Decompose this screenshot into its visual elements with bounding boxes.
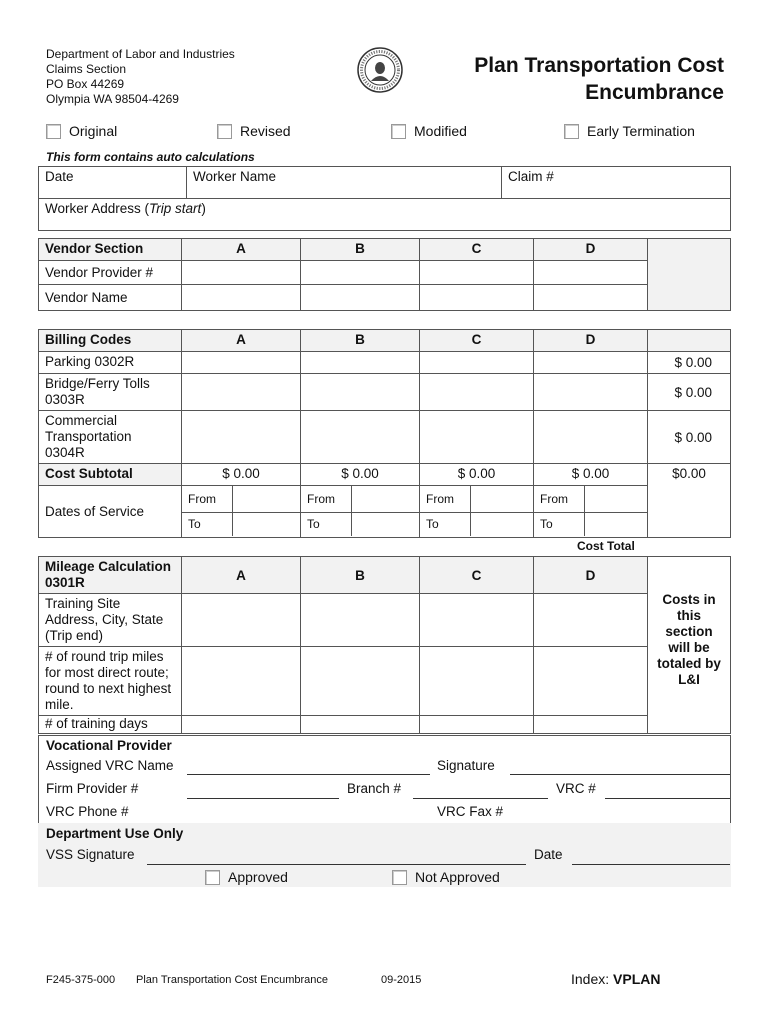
vendor-heading: Vendor Section [39,239,182,261]
parking-total: $ 0.00 [648,352,731,374]
early-termination-option[interactable] [564,123,695,139]
vendor-name-a[interactable] [182,285,301,311]
vss-signature-label: VSS Signature [46,847,135,862]
form-number: F245-375-000 [46,974,116,986]
miles-b[interactable] [301,647,420,716]
dates-b-grid [301,486,419,536]
col-d-header: D [534,557,648,594]
branch-label: Branch # [347,781,402,796]
checkbox-revised[interactable] [217,124,232,139]
department-heading: Department Use Only [46,826,184,841]
parking-c[interactable] [420,352,534,374]
subtotal-a: $ 0.00 [182,464,301,486]
commercial-d[interactable] [534,411,648,464]
form-title [404,52,724,106]
commercial-b[interactable] [301,411,420,464]
col-a-header: A [182,330,301,352]
to-label: To [301,512,352,536]
checkbox-label: Modified [414,123,467,139]
dept-date-label: Date [534,847,563,862]
vendor-table [38,238,731,311]
training-site-b[interactable] [301,594,420,647]
signature-label: Signature [437,758,495,773]
agency-address [46,47,235,107]
dates-a [182,486,301,538]
vrc-fax-label: VRC Fax # [437,804,504,819]
address-line: PO Box 44269 [46,77,125,91]
branch-input[interactable] [413,798,548,799]
checkbox-approved[interactable] [205,870,220,885]
parking-a[interactable] [182,352,301,374]
total-header [648,330,731,352]
modified-option[interactable] [391,123,467,139]
mileage-note: Costs in this section will be totaled by L&I [648,557,731,734]
training-site-label: Training Site Address, City, State (Trip end) [39,594,182,647]
tolls-total: $ 0.00 [648,374,731,411]
subtotal-d: $ 0.00 [534,464,648,486]
from-label: From [182,486,233,512]
miles-d[interactable] [534,647,648,716]
days-b[interactable] [301,716,420,734]
checkbox-label: Original [69,123,118,139]
vrc-number-label: VRC # [556,781,596,796]
mileage-heading: Mileage Calculation 0301R [39,557,182,594]
address-line: Department of Labor and Industries [46,47,235,61]
subtotal-c: $ 0.00 [420,464,534,486]
title-line-1: Plan Transportation Cost [474,54,724,77]
miles-c[interactable] [420,647,534,716]
form-index [571,971,660,987]
col-b-header: B [301,557,420,594]
firm-provider-label: Firm Provider # [46,781,139,796]
to-label: To [420,512,471,536]
mileage-table [38,556,731,734]
days-a[interactable] [182,716,301,734]
col-c-header: C [420,330,534,352]
cost-total-label: Cost Total [577,539,635,553]
dates-b [301,486,420,538]
commercial-a[interactable] [182,411,301,464]
firm-provider-input[interactable] [187,798,339,799]
col-b-header: B [301,330,420,352]
training-site-a[interactable] [182,594,301,647]
address-line: Claims Section [46,62,127,76]
checkbox-label: Early Termination [587,123,695,139]
to-d-input[interactable] [585,512,648,536]
commercial-total: $ 0.00 [648,411,731,464]
form-revision: 09-2015 [381,974,422,986]
date-field[interactable] [39,167,187,199]
tolls-b[interactable] [301,374,420,411]
paren-close: ) [201,201,206,216]
revised-option[interactable] [217,123,291,139]
assigned-vrc-label: Assigned VRC Name [46,758,174,773]
signature-input[interactable] [510,774,730,775]
form-type-options [46,123,736,143]
tolls-a[interactable] [182,374,301,411]
round-trip-miles-label: # of round trip miles for most direct route; round to next highest mile. [39,647,182,716]
col-c-header: C [420,239,534,261]
checkbox-label: Not Approved [415,869,500,885]
tolls-d[interactable] [534,374,648,411]
commercial-c[interactable] [420,411,534,464]
worker-address-field[interactable] [39,199,731,231]
vrc-phone-label: VRC Phone # [46,804,129,819]
training-days-label: # of training days [39,716,182,734]
col-c-header: C [420,557,534,594]
auto-calc-note: This form contains auto calculations [46,150,255,164]
claim-label: Claim # [508,169,554,184]
vss-signature-input[interactable] [147,864,526,865]
grand-total [648,464,731,538]
vendor-name-d[interactable] [534,285,648,311]
training-site-c[interactable] [420,594,534,647]
col-d-header: D [534,239,648,261]
checkbox-early-termination[interactable] [564,124,579,139]
parking-b[interactable] [301,352,420,374]
dates-d [534,486,648,538]
vendor-provider-d[interactable] [534,261,648,285]
grand-total-value: $0.00 [672,466,706,481]
address-line: Olympia WA 98504-4269 [46,92,179,106]
worker-name-label: Worker Name [193,169,277,184]
claim-field[interactable] [502,167,731,199]
subtotal-b: $ 0.00 [301,464,420,486]
checkbox-not-approved[interactable] [392,870,407,885]
days-c[interactable] [420,716,534,734]
to-c-input[interactable] [471,512,534,536]
vendor-name-label: Vendor Name [39,285,182,311]
dates-of-service-label: Dates of Service [39,486,182,538]
parking-d[interactable] [534,352,648,374]
from-a-input[interactable] [233,486,301,512]
subtotal-label: Cost Subtotal [39,464,182,486]
original-option[interactable] [46,123,117,139]
col-a-header: A [182,557,301,594]
worker-name-field[interactable] [187,167,502,199]
approved-option[interactable] [205,869,288,885]
vendor-provider-b[interactable] [301,261,420,285]
parking-label: Parking 0302R [39,352,182,374]
worker-info-table [38,166,731,231]
col-d-header: D [534,330,648,352]
from-label: From [534,486,585,512]
training-site-d[interactable] [534,594,648,647]
assigned-vrc-input[interactable] [187,774,430,775]
not-approved-option[interactable] [392,869,500,885]
vrc-number-input[interactable] [605,798,730,799]
to-b-input[interactable] [352,512,420,536]
col-b-header: B [301,239,420,261]
to-label: To [182,512,233,536]
checkbox-label: Revised [240,123,291,139]
vendor-provider-label: Vendor Provider # [39,261,182,285]
tolls-label: Bridge/Ferry Tolls 0303R [39,374,182,411]
vendor-name-b[interactable] [301,285,420,311]
miles-a[interactable] [182,647,301,716]
index-value: VPLAN [613,971,661,987]
col-a-header: A [182,239,301,261]
vendor-provider-c[interactable] [420,261,534,285]
dept-date-input[interactable] [572,864,730,865]
from-c-input[interactable] [471,486,534,512]
trip-start-label: Trip start [149,201,202,216]
vendor-blank-cell [648,239,731,311]
dates-c-grid [420,486,533,536]
date-label: Date [45,169,74,184]
vocational-heading: Vocational Provider [46,738,172,753]
commercial-label: Commercial Transportation 0304R [39,411,182,464]
days-d[interactable] [534,716,648,734]
from-label: From [301,486,352,512]
billing-heading: Billing Codes [39,330,182,352]
checkbox-original[interactable] [46,124,61,139]
dates-c [420,486,534,538]
vendor-provider-a[interactable] [182,261,301,285]
to-a-input[interactable] [233,512,301,536]
checkbox-modified[interactable] [391,124,406,139]
from-b-input[interactable] [352,486,420,512]
tolls-c[interactable] [420,374,534,411]
from-d-input[interactable] [585,486,648,512]
index-label: Index: [571,971,614,987]
dates-a-grid [182,486,300,536]
checkbox-label: Approved [228,869,288,885]
vendor-name-c[interactable] [420,285,534,311]
title-line-2: Encumbrance [585,81,724,104]
billing-table [38,329,731,538]
from-label: From [420,486,471,512]
form-name: Plan Transportation Cost Encumbrance [136,974,328,986]
to-label: To [534,512,585,536]
state-seal-icon [357,47,403,93]
worker-address-label: Worker Address ( [45,201,150,216]
dates-d-grid [534,486,647,536]
